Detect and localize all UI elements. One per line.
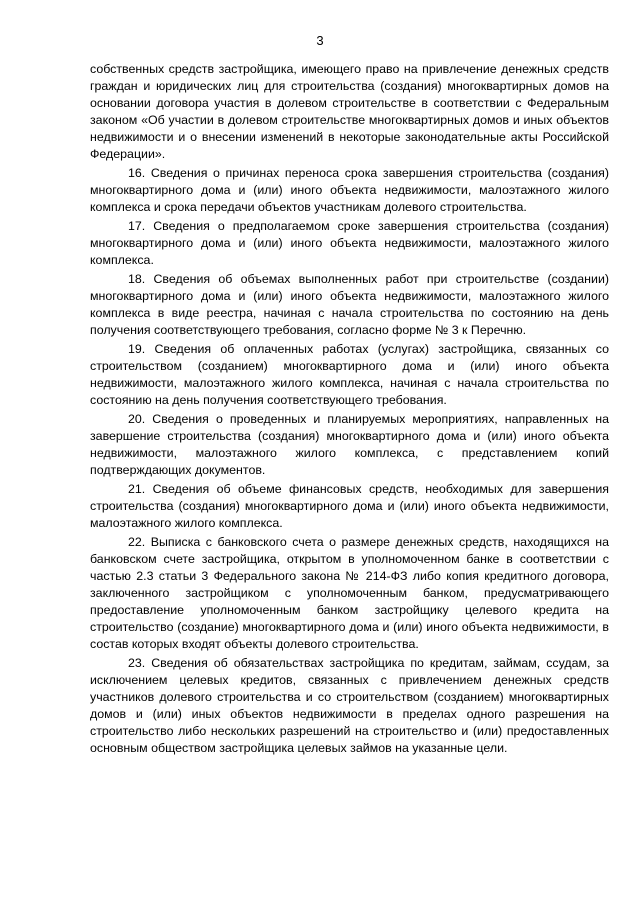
paragraph-item-17: 17. Сведения о предполагаемом сроке завершения строительства (создания) многоквартирного дома и (или) иного объекта недвижимости, малоэтажного жилого комплекса. xyxy=(90,219,609,267)
paragraph-continuation: собственных средств застройщика, имеющего право на привлечение денежных средств граждан и юридических лиц для строительства (создания) многоквартирных домов на основании договора участия в долевом строительстве в соответствии с Федеральным законом «Об участии в долевом строительстве многоквартирных домов и иных объектов недвижимости и о внесении изменений в некоторые законодательные акты Российской Федерации». xyxy=(90,62,609,161)
paragraph-item-20: 20. Сведения о проведенных и планируемых мероприятиях, направленных на завершение строительства (создания) многоквартирного дома и (или) иного объекта недвижимости, малоэтажного жилого комплекса, с представлением копий подтверждающих документов. xyxy=(90,412,609,477)
page-number: 3 xyxy=(316,33,324,48)
paragraph-item-16: 16. Сведения о причинах переноса срока завершения строительства (создания) многоквартирного дома и (или) иного объекта недвижимости, малоэтажного жилого комплекса и срока передачи объектов участникам долевого строительства. xyxy=(90,166,609,214)
paragraph-item-18: 18. Сведения об объемах выполненных работ при строительстве (создании) многоквартирного дома и (или) иного объекта недвижимости, малоэтажного жилого комплекса в виде реестра, начиная с начала строительства по состоянию на день получения соответствующего требования, согласно форме № 3 к Перечню. xyxy=(90,272,609,337)
document-body xyxy=(90,61,609,759)
paragraph-item-23: 23. Сведения об обязательствах застройщика по кредитам, займам, ссудам, за исключением целевых кредитов, связанных с привлечением денежных средств участников долевого строительства и со строительством (созданием) многоквартирных домов и (или) иных объектов недвижимости в пределах одного разрешения на строительство либо нескольких разрешений на строительство и (или) предоставленных основным обществом застройщика целевых займов на указанные цели. xyxy=(90,656,609,755)
paragraph-item-19: 19. Сведения об оплаченных работах (услугах) застройщика, связанных со строительством (созданием) многоквартирного дома и (или) иного объекта недвижимости, малоэтажного жилого комплекса, начиная с начала строительства по состоянию на день получения соответствующего требования. xyxy=(90,342,609,407)
paragraph-item-22: 22. Выписка с банковского счета о размере денежных средств, находящихся на банковском счете застройщика, открытом в уполномоченном банке в соответствии с частью 2.3 статьи 3 Федерального закона № 214-ФЗ либо копия кредитного договора, заключенного застройщиком с уполномоченным банком, предусматривающего предоставление уполномоченным банком застройщику целевого кредита на строительство (создание) многоквартирного дома и (или) иного объекта недвижимости, в состав которых входят объекты долевого строительства. xyxy=(90,535,609,651)
paragraph-item-21: 21. Сведения об объеме финансовых средств, необходимых для завершения строительства (создания) многоквартирного дома и (или) иного объекта недвижимости, малоэтажного жилого комплекса. xyxy=(90,482,609,530)
